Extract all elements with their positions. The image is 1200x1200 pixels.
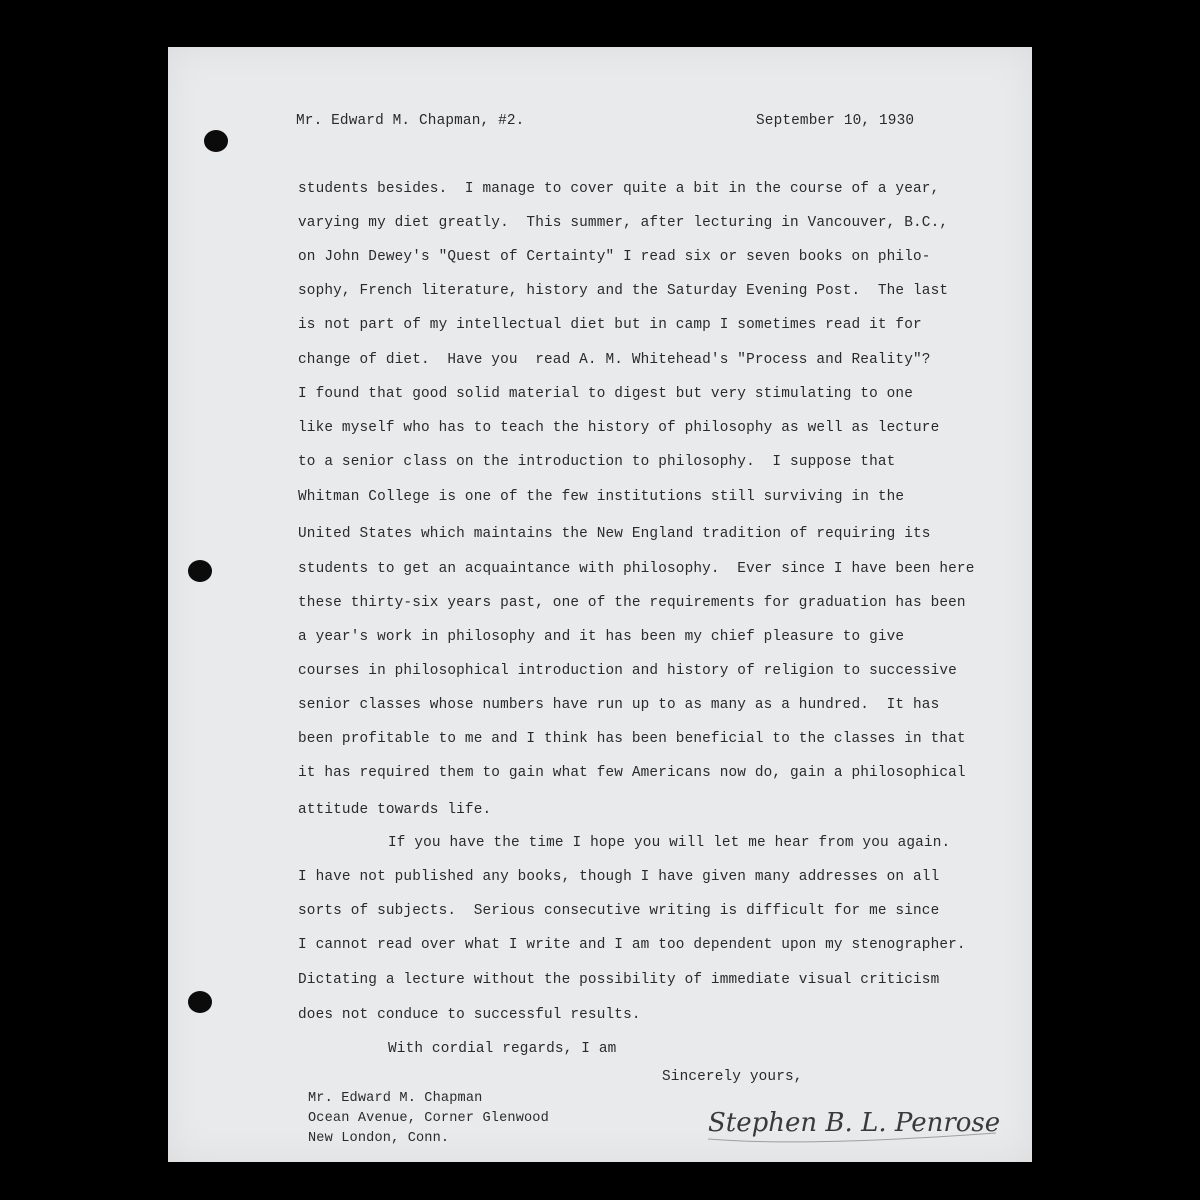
address-line: Mr. Edward M. Chapman [308,1091,483,1106]
address-line: Ocean Avenue, Corner Glenwood [308,1111,549,1126]
body-line: I found that good solid material to digest but very stimulating to one [298,386,914,402]
body-line: a year's work in philosophy and it has been my chief pleasure to give [298,629,905,645]
body-line: these thirty-six years past, one of the requirements for graduation has been [298,595,966,611]
signature [704,1095,1004,1155]
body-line: it has required them to gain what few Americans now do, gain a philosophical [298,765,966,781]
address-line: New London, Conn. [308,1131,450,1146]
body-line: Whitman College is one of the few institutions still surviving in the [298,489,905,505]
body-line: I have not published any books, though I have given many addresses on all [298,869,940,885]
body-line: sophy, French literature, history and the Saturday Evening Post. The last [298,283,949,299]
punch-hole-middle [188,560,212,582]
body-line: attitude towards life. [298,802,492,818]
body-line: does not conduce to successful results. [298,1007,641,1023]
body-line: senior classes whose numbers have run up to as many as a hundred. It has [298,697,940,713]
body-line: sorts of subjects. Serious consecutive writing is difficult for me since [298,903,940,919]
body-line: to a senior class on the introduction to philosophy. I suppose that [298,454,896,470]
body-line: With cordial regards, I am [388,1041,617,1057]
header-recipient: Mr. Edward M. Chapman, #2. [296,113,525,129]
signature-text: Stephen B. L. Penrose [708,1108,1001,1138]
body-line: If you have the time I hope you will let me hear from you again. [388,835,951,851]
body-line: been profitable to me and I think has been beneficial to the classes in that [298,731,966,747]
punch-hole-top [204,130,228,152]
closing: Sincerely yours, [662,1069,803,1085]
body-line: students besides. I manage to cover quite a bit in the course of a year, [298,181,940,197]
body-line: change of diet. Have you read A. M. Whitehead's "Process and Reality"? [298,352,931,368]
body-line: on John Dewey's "Quest of Certainty" I read six or seven books on philo- [298,249,931,265]
letter-page [168,47,1032,1162]
body-line: courses in philosophical introduction and history of religion to successive [298,663,957,679]
body-line: students to get an acquaintance with philosophy. Ever since I have been here [298,561,975,577]
punch-hole-bottom [188,991,212,1013]
body-line: like myself who has to teach the history of philosophy as well as lecture [298,420,940,436]
header-date: September 10, 1930 [756,113,915,129]
body-line: varying my diet greatly. This summer, after lecturing in Vancouver, B.C., [298,215,949,231]
body-line: is not part of my intellectual diet but in camp I sometimes read it for [298,317,922,333]
body-line: United States which maintains the New England tradition of requiring its [298,526,931,542]
body-line: I cannot read over what I write and I am too dependent upon my stenographer. [298,937,966,953]
body-line: Dictating a lecture without the possibility of immediate visual criticism [298,972,940,988]
